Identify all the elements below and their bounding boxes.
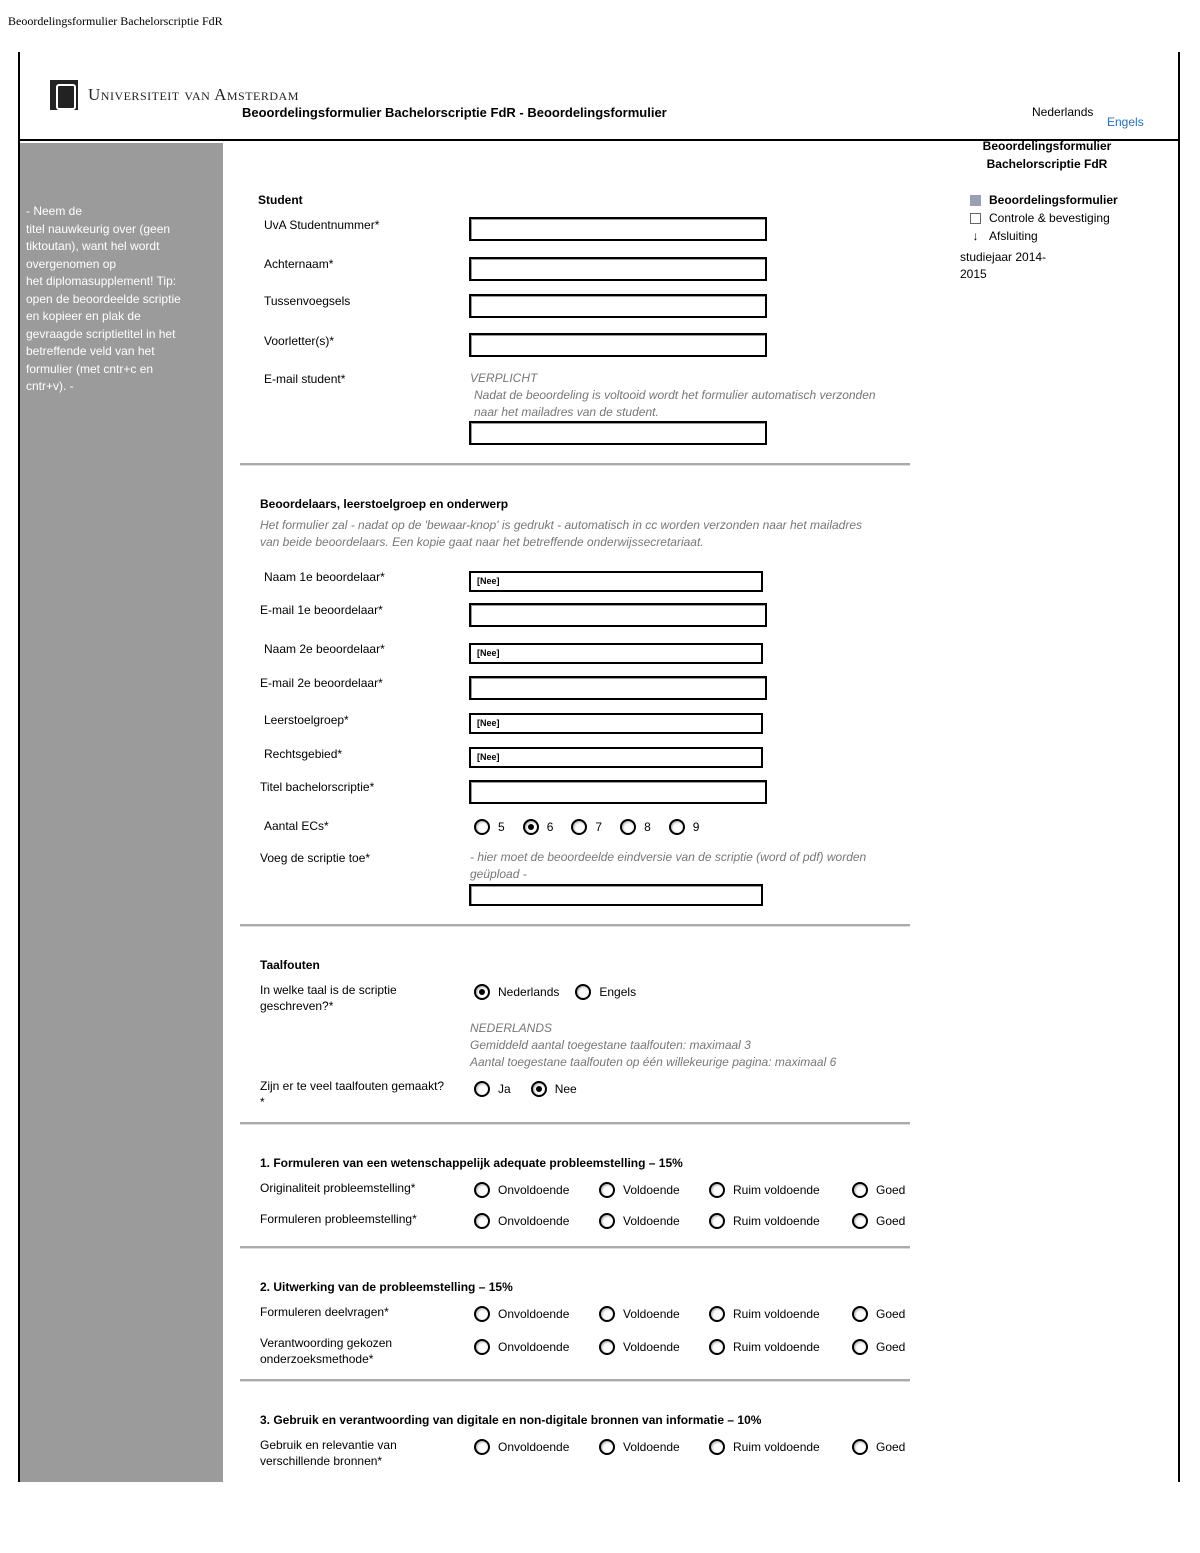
radio-icon[interactable] xyxy=(474,1306,490,1322)
banner xyxy=(20,52,1178,141)
section2-q2-radio-group xyxy=(474,1339,905,1355)
divider xyxy=(240,1246,910,1249)
step-current-icon xyxy=(970,195,981,206)
scale-option-label: Onvoldoende xyxy=(498,1440,570,1454)
scale-option-label: Onvoldoende xyxy=(498,1307,570,1321)
section1-title: 1. Formuleren van een wetenschappelijk adequate probleemstelling – 15% xyxy=(260,1156,683,1170)
radio-icon[interactable] xyxy=(709,1182,725,1198)
page-title: Beoordelingsformulier Bachelorscriptie FdR - Beoordelingsformulier xyxy=(242,105,667,120)
section1-q2-radio-group xyxy=(474,1213,905,1229)
titel-input[interactable] xyxy=(469,780,767,804)
radio-icon[interactable] xyxy=(575,984,591,1000)
email1-input[interactable] xyxy=(469,603,767,627)
scale-option-label: Goed xyxy=(876,1340,906,1354)
email-send-note: Nadat de beoordeling is voltooid wordt het formulier automatisch verzonden naar het mailadres van de student. xyxy=(474,388,876,419)
beoordelaars-section-title: Beoordelaars, leerstoelgroep en onderwerp xyxy=(260,497,509,511)
scale-option-voldoende[interactable] xyxy=(599,1182,709,1198)
radio-icon[interactable] xyxy=(709,1306,725,1322)
scale-option-label: Onvoldoende xyxy=(498,1340,570,1354)
radio-icon[interactable] xyxy=(852,1439,868,1455)
ecs-option-6[interactable] xyxy=(523,819,554,835)
step-label: Beoordelingsformulier xyxy=(989,193,1118,207)
step-pending-icon xyxy=(970,213,981,224)
scale-option-label: Onvoldoende xyxy=(498,1183,570,1197)
academic-year: studiejaar 2014- 2015 xyxy=(960,250,1047,281)
email2-label: E-mail 2e beoordelaar* xyxy=(260,676,383,690)
ecs-option-label: 5 xyxy=(498,820,505,834)
email-student-label: E-mail student* xyxy=(264,372,346,386)
te-veel-option-label: Nee xyxy=(554,1082,577,1096)
step-beoordelingsformulier xyxy=(970,191,1118,209)
taalfouten-info: NEDERLANDS Gemiddeld aantal toegestane taalfouten: maximaal 3 Aantal toegestane taalfouten op één willekeurige pagina: maximaal 6 xyxy=(470,1021,837,1069)
scale-option-goed[interactable] xyxy=(852,1306,905,1322)
naam1-label: Naam 1e beoordelaar* xyxy=(264,570,385,584)
radio-icon[interactable] xyxy=(709,1339,725,1355)
sidebar-help-text: - Neem de titel nauwkeurig over (geen tiktoutan), want hel wordt overgenomen op het diplomasupplement! Tip: open de beoordeelde scriptie en kopieer en plak de gevraagde scriptietitel in het betreffende veld van het formulier (met cntr+c en cntr+v). - xyxy=(26,204,181,393)
te-veel-radio-group xyxy=(474,1081,577,1097)
scale-option-goed[interactable] xyxy=(852,1213,905,1229)
radio-checked-icon[interactable] xyxy=(531,1081,547,1097)
ecs-option-5[interactable] xyxy=(474,819,505,835)
ecs-option-7[interactable] xyxy=(571,819,602,835)
radio-icon[interactable] xyxy=(852,1339,868,1355)
ecs-option-label: 9 xyxy=(692,820,700,834)
leerstoelgroep-label: Leerstoelgroep* xyxy=(264,713,349,727)
radio-icon[interactable] xyxy=(571,819,587,835)
studentnummer-label: UvA Studentnummer* xyxy=(264,218,380,232)
scale-option-voldoende[interactable] xyxy=(599,1339,709,1355)
taal-option-label: Nederlands xyxy=(498,985,560,999)
scale-option-goed[interactable] xyxy=(852,1339,905,1355)
upload-file-input[interactable] xyxy=(469,884,763,906)
ecs-option-label: 8 xyxy=(644,820,651,834)
section1-q1-label: Originaliteit probleemstelling* xyxy=(260,1181,416,1195)
radio-icon[interactable] xyxy=(669,819,685,835)
scale-option-voldoende[interactable] xyxy=(599,1439,709,1455)
section2-q1-radio-group xyxy=(474,1306,905,1322)
radio-icon[interactable] xyxy=(709,1439,725,1455)
voorletters-label: Voorletter(s)* xyxy=(264,334,335,348)
radio-icon[interactable] xyxy=(852,1213,868,1229)
scale-option-label: Onvoldoende xyxy=(498,1214,570,1228)
voorletters-input[interactable] xyxy=(469,333,767,357)
sidebar xyxy=(20,143,223,1482)
scale-option-label: Ruim voldoende xyxy=(733,1440,820,1454)
scale-option-onvoldoende[interactable] xyxy=(474,1339,599,1355)
studentnummer-input[interactable] xyxy=(469,217,767,241)
radio-icon[interactable] xyxy=(852,1306,868,1322)
section1-q1-radio-group xyxy=(474,1182,905,1198)
step-afsluiting xyxy=(970,227,1118,245)
titel-label: Titel bachelorscriptie* xyxy=(260,780,375,794)
scale-option-ruim-voldoende[interactable] xyxy=(709,1439,852,1455)
progress-steps xyxy=(970,191,1118,245)
scale-option-onvoldoende[interactable] xyxy=(474,1439,599,1455)
step-label: Afsluiting xyxy=(989,229,1038,243)
te-veel-option-label: Ja xyxy=(498,1082,511,1096)
email-student-input[interactable] xyxy=(469,421,767,445)
naam1-select[interactable]: [Nee] xyxy=(469,571,763,592)
te-veel-option-nee[interactable] xyxy=(531,1081,577,1097)
tussenvoegsels-input[interactable] xyxy=(469,294,767,318)
ecs-option-9[interactable] xyxy=(669,819,700,835)
taal-option-label: Engels xyxy=(599,985,637,999)
taalfouten-section-title: Taalfouten xyxy=(260,958,320,972)
rechtsgebied-label: Rechtsgebied* xyxy=(264,747,343,761)
uva-crest-icon xyxy=(50,80,78,110)
scale-option-label: Ruim voldoende xyxy=(733,1183,820,1197)
scale-option-label: Voldoende xyxy=(623,1183,680,1197)
radio-icon[interactable] xyxy=(709,1213,725,1229)
upload-note: - hier moet de beoordeelde eindversie van de scriptie (word of pdf) worden geüpload - xyxy=(470,850,867,881)
divider xyxy=(240,924,910,927)
scale-option-goed[interactable] xyxy=(852,1182,905,1198)
side-form-title: Beoordelingsformulier Bachelorscriptie FdR xyxy=(982,139,1112,171)
radio-icon[interactable] xyxy=(599,1306,615,1322)
scale-option-label: Goed xyxy=(876,1307,906,1321)
radio-icon[interactable] xyxy=(620,819,636,835)
scale-option-ruim-voldoende[interactable] xyxy=(709,1182,852,1198)
te-veel-taalfouten-label: Zijn er te veel taalfouten gemaakt? * xyxy=(260,1079,445,1109)
email1-label: E-mail 1e beoordelaar* xyxy=(260,603,383,617)
radio-icon[interactable] xyxy=(474,1182,490,1198)
radio-icon[interactable] xyxy=(474,1081,490,1097)
divider xyxy=(240,1379,910,1382)
student-section-title: Student xyxy=(258,193,303,207)
taal-option-nederlands[interactable] xyxy=(474,984,559,1000)
radio-icon[interactable] xyxy=(474,819,490,835)
radio-icon[interactable] xyxy=(474,1439,490,1455)
leerstoelgroep-select[interactable]: [Nee] xyxy=(469,713,763,734)
step-controle xyxy=(970,209,1118,227)
scale-option-voldoende[interactable] xyxy=(599,1306,709,1322)
scale-option-label: Ruim voldoende xyxy=(733,1307,820,1321)
scale-option-label: Ruim voldoende xyxy=(733,1214,820,1228)
radio-icon[interactable] xyxy=(474,1339,490,1355)
naam2-select[interactable]: [Nee] xyxy=(469,643,763,664)
scale-option-label: Voldoende xyxy=(623,1307,680,1321)
ecs-label: Aantal ECs* xyxy=(264,819,329,833)
scale-option-label: Voldoende xyxy=(623,1440,680,1454)
page-header: Beoordelingsformulier Bachelorscriptie FdR xyxy=(8,14,223,28)
section3-title: 3. Gebruik en verantwoording van digitale en non-digitale bronnen van informatie – 10% xyxy=(260,1413,762,1427)
scale-option-label: Voldoende xyxy=(623,1340,680,1354)
radio-icon[interactable] xyxy=(852,1182,868,1198)
radio-icon[interactable] xyxy=(599,1182,615,1198)
scale-option-label: Voldoende xyxy=(623,1214,680,1228)
beoordelaars-note: Het formulier zal - nadat op de 'bewaar-knop' is gedrukt - automatisch in cc worden verzonden naar het mailadres van beide beoordelaars. Een kopie gaat naar het betreffende onderwijssecretariaat. xyxy=(260,518,863,549)
scale-option-label: Goed xyxy=(876,1214,906,1228)
ecs-option-label: 6 xyxy=(546,820,554,834)
scale-option-ruim-voldoende[interactable] xyxy=(709,1213,852,1229)
radio-checked-icon[interactable] xyxy=(474,984,490,1000)
taal-question-label: In welke taal is de scriptie geschreven?* xyxy=(260,983,397,1013)
scale-option-label: Goed xyxy=(876,1183,906,1197)
scale-option-voldoende[interactable] xyxy=(599,1213,709,1229)
section3-q1-radio-group xyxy=(474,1439,905,1455)
scale-option-ruim-voldoende[interactable] xyxy=(709,1339,852,1355)
section2-q2-label: Verantwoording gekozen onderzoeksmethode* xyxy=(260,1336,393,1366)
taal-option-engels[interactable] xyxy=(575,984,636,1000)
ecs-radio-group xyxy=(474,819,699,835)
scale-option-onvoldoende[interactable] xyxy=(474,1213,599,1229)
scale-option-goed[interactable] xyxy=(852,1439,905,1455)
tussenvoegsels-label: Tussenvoegsels xyxy=(264,294,351,308)
ecs-option-label: 7 xyxy=(595,820,603,834)
scale-option-label: Goed xyxy=(876,1440,906,1454)
achternaam-input[interactable] xyxy=(469,257,767,281)
section2-q1-label: Formuleren deelvragen* xyxy=(260,1305,389,1319)
radio-icon[interactable] xyxy=(599,1439,615,1455)
logo-text: Universiteit van Amsterdam xyxy=(88,85,299,104)
language-english-link[interactable]: Engels xyxy=(1107,115,1144,129)
achternaam-label: Achternaam* xyxy=(264,257,334,271)
scale-option-onvoldoende[interactable] xyxy=(474,1306,599,1322)
scale-option-onvoldoende[interactable] xyxy=(474,1182,599,1198)
radio-checked-icon[interactable] xyxy=(523,819,539,835)
divider xyxy=(240,463,910,466)
upload-label: Voeg de scriptie toe* xyxy=(260,851,371,865)
radio-icon[interactable] xyxy=(599,1213,615,1229)
naam2-label: Naam 2e beoordelaar* xyxy=(264,642,385,656)
section1-q2-label: Formuleren probleemstelling* xyxy=(260,1212,417,1226)
scale-option-label: Ruim voldoende xyxy=(733,1340,820,1354)
section2-title: 2. Uitwerking van de probleemstelling – 15% xyxy=(260,1280,513,1294)
scale-option-ruim-voldoende[interactable] xyxy=(709,1306,852,1322)
te-veel-option-ja[interactable] xyxy=(474,1081,511,1097)
arrow-down-icon: ↓ xyxy=(972,229,979,243)
radio-icon[interactable] xyxy=(474,1213,490,1229)
language-dutch: Nederlands xyxy=(1032,105,1094,119)
rechtsgebied-select[interactable]: [Nee] xyxy=(469,747,763,768)
email2-input[interactable] xyxy=(469,676,767,700)
radio-icon[interactable] xyxy=(599,1339,615,1355)
section3-q1-label: Gebruik en relevantie van verschillende bronnen* xyxy=(260,1438,397,1468)
email-required-note: VERPLICHT xyxy=(470,371,538,385)
ecs-option-8[interactable] xyxy=(620,819,651,835)
divider xyxy=(240,1122,910,1125)
taal-radio-group xyxy=(474,984,636,1000)
step-label: Controle & bevestiging xyxy=(989,211,1110,225)
